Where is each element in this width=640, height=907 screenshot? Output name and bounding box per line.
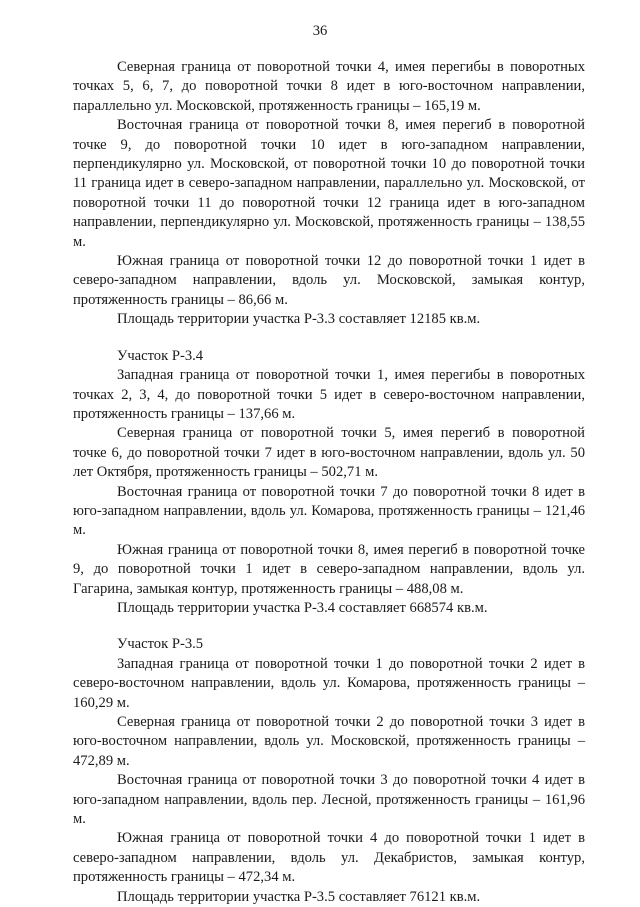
paragraph-north-border-p33: Северная граница от поворотной точки 4, имея перегибы в поворотных точках 5, 6, 7, до поворотной точки 8 идет в юго-восточном направлении, параллельно ул. Московской, протяженность границы – 165,19 м.	[73, 59, 585, 114]
paragraph-north-border-p35: Северная граница от поворотной точки 2 до поворотной точки 3 идет в юго-восточном направлении, вдоль ул. Московской, протяженность границы – 472,89 м.	[73, 714, 585, 769]
section-p35	[73, 635, 585, 907]
paragraph-south-border-p35: Южная граница от поворотной точки 4 до поворотной точки 1 идет в северо-западном направлении, вдоль ул. Декабристов, замыкая контур, протяженность границы – 472,34 м.	[73, 830, 585, 886]
section-p34	[73, 347, 585, 619]
paragraph-east-border-p34: Восточная граница от поворотной точки 7 до поворотной точки 8 идет в юго-западном направлении, вдоль ул. Комарова, протяженность границы – 121,46 м.	[73, 483, 585, 539]
page-number: 36	[312, 23, 328, 39]
paragraph-area-p33: Площадь территории участка Р-3.3 составляет 12185 кв.м.	[117, 311, 481, 328]
paragraph-east-border-p33: Восточная граница от поворотной точки 8, имея перегиб в поворотной точке 9, до поворотной точки 10 идет в юго-западном направлении, перпендикулярно ул. Московской, от поворотной точки 10 до поворотной точки 11 граница идет в северо-западном направлении, параллельно ул. Московской, от поворотной точки 11 до поворотной точки 12 граница идет в юго-западном направлении, перпендикулярно ул. Московской, протяженность границы – 138,55 м.	[73, 117, 585, 250]
paragraph-east-border-p35: Восточная граница от поворотной точки 3 до поворотной точки 4 идет в юго-западном направлении, вдоль пер. Лесной, протяженность границы – 161,96 м.	[73, 772, 585, 828]
paragraph-west-border-p34: Западная граница от поворотной точки 1, имея перегибы в поворотных точках 2, 3, 4, до поворотной точки 5 идет в северо-восточном направлении, протяженность границы – 137,66 м.	[73, 367, 585, 422]
paragraph-south-border-p33: Южная граница от поворотной точки 12 до поворотной точки 1 идет в северо-западном направлении, вдоль ул. Московской, замыкая контур, протяженность границы – 86,66 м.	[73, 253, 585, 308]
paragraph-west-border-p35: Западная граница от поворотной точки 1 до поворотной точки 2 идет в северо-восточном направлении, вдоль ул. Комарова, протяженность границы – 160,29 м.	[73, 655, 585, 711]
section-title-p34: Участок Р-3.4	[117, 347, 204, 364]
paragraph-north-border-p34: Северная граница от поворотной точки 5, имея перегиб в поворотной точке 6, до поворотной точки 7 идет в юго-восточном направлении, вдоль ул. 50 лет Октября, протяженность границы – 502,71 м.	[73, 425, 585, 481]
document-body	[73, 58, 585, 907]
paragraph-area-p34: Площадь территории участка Р-3.4 составляет 668574 кв.м.	[117, 599, 488, 616]
section-title-p35: Участок Р-3.5	[117, 636, 204, 653]
paragraph-area-p35: Площадь территории участка Р-3.5 составляет 76121 кв.м.	[117, 888, 481, 905]
paragraph-south-border-p34: Южная граница от поворотной точки 8, имея перегиб в поворотной точке 9, до поворотной точки 1 идет в северо-западном направлении, вдоль ул. Гагарина, замыкая контур, протяженность границы – 488,08 м.	[73, 541, 585, 597]
